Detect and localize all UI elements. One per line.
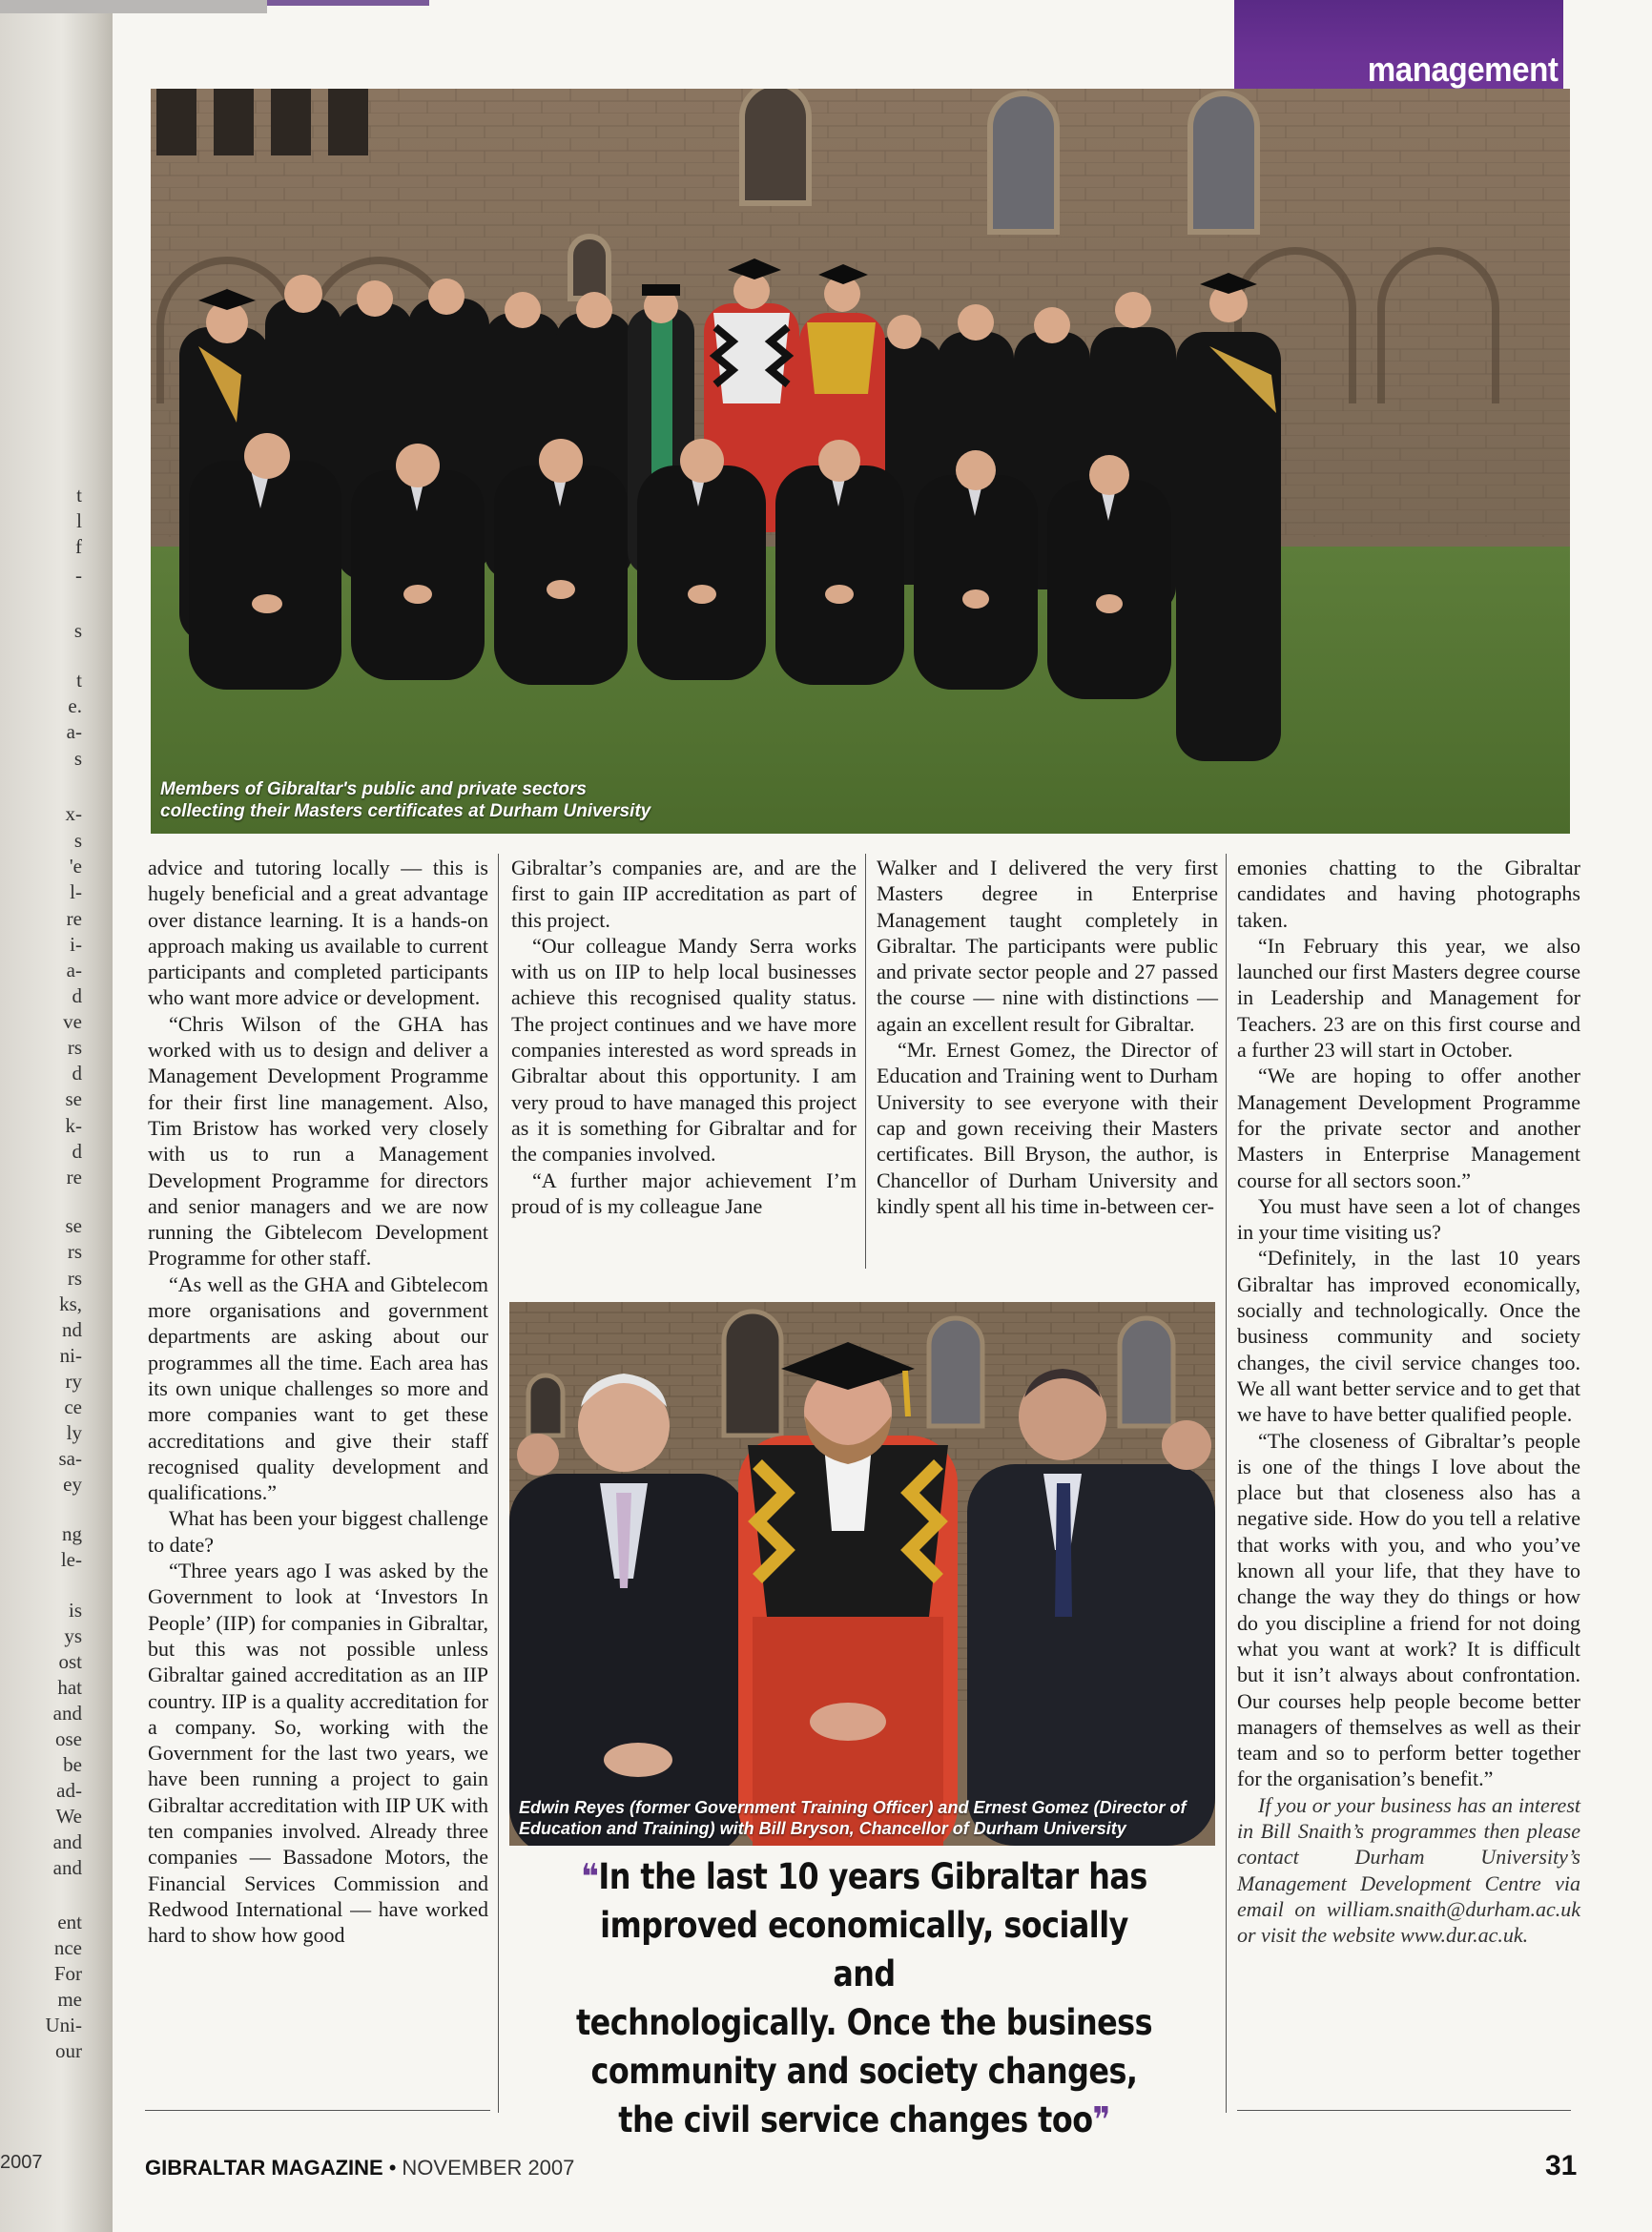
facing-page-fragment: and [52,1702,82,1725]
facing-page-fragment: nd [62,1318,82,1341]
facing-page-fragment: t [76,484,82,506]
facing-page-fragment: le- [60,1548,82,1571]
facing-page-fragment: s [73,619,82,642]
facing-page-fragment: a- [66,959,82,982]
facing-page-fragment: l [76,509,82,532]
facing-page-fragment: Uni- [45,2014,82,2036]
facing-page-fragment: ni- [59,1344,82,1367]
facing-page-fragment: We [55,1805,82,1828]
magazine-name: GIBRALTAR MAGAZINE [145,2156,383,2180]
facing-page-text-fragments [0,0,82,2232]
facing-page-fragment: i- [70,933,82,956]
facing-page-fragment: t [76,669,82,692]
facing-page-fragment: ad- [56,1779,82,1802]
pull-quote-line-4: community and society changes, [590,2051,1138,2092]
paragraph: “We are hoping to offer another Management Development Programme for the private sector and another Masters in Enterprise Management course for all sectors soon.” [1237,1064,1580,1192]
facing-page-top-accent [267,0,429,6]
article-column-3 [877,855,1218,1219]
facing-page-fragment: and [52,1830,82,1853]
paragraph: “Three years ago I was asked by the Government to look at ‘Investors In People’ (IIP) for companies in Gibraltar, but this was not possible unless Gibraltar gained accreditation as an IIP country. IIP is a quality accreditation for a company. So, working with the Government for the last two years, we have been running a project to gain Gibraltar accreditation with IIP UK with ten companies involved. Already three companies — Bassadone Motors, the Financial Services Commission and Redwood International — have worked hard to show how good [148,1559,488,1948]
facing-page-fragment: ey [63,1473,82,1496]
pull-quote-line-5: the civil service changes too [618,2099,1093,2140]
facing-page-fragment: ve [63,1010,82,1033]
facing-page-fragment: ys [64,1624,82,1647]
paragraph: Gibraltar’s companies are, and are the first to gain IIP accreditation as part of this project. [511,856,857,932]
facing-page-fragment: se [65,1087,82,1110]
facing-page-fragment: rs [67,1036,82,1059]
column-rule-3 [1226,854,1227,2113]
facing-page-fragment: our [55,2039,82,2062]
paragraph: “The closeness of Gibraltar’s people is one of the things I love about the place but that closeness also has a negative side. How do you tell a relative that works with you, and who you’ve known all your life, that they have to change the way they do things or how do you discipline a friend for not doing what you want at work? It is difficult but it isn’t always about confrontation. Our courses help people become better managers of themselves as well as their team and so to perform better together for the organisation’s benefit.” [1237,1428,1580,1791]
column-4-bottom-rule [1237,2110,1571,2111]
facing-page-fragment: a- [66,720,82,743]
facing-page-fragment: ks, [59,1292,82,1315]
pull-quote-line-1: In the last 10 years Gibraltar has [598,1856,1147,1897]
facing-page-fragment: l- [70,880,82,903]
paragraph: “Mr. Ernest Gomez, the Director of Education and Training went to Durham University to see everyone with their cap and gown receiving their Masters certificates. Bill Bryson, the author, is Chancellor of Durham University and kindly spent all his time in-between cer- [877,1038,1218,1218]
facing-page-year: 2007 [0,2152,43,2173]
facing-page-fragment: ry [65,1370,82,1393]
facing-page-fragment: ost [58,1650,82,1673]
pull-quote-line-2: improved economically, socially and [600,1905,1128,1994]
page-footer [145,2156,574,2180]
pull-quote-line-3: technologically. Once the business [575,2002,1153,2043]
facing-page-fragment: be [63,1753,82,1776]
paragraph: advice and tutoring locally — this is hugely beneficial and a great advantage over distance learning. It is a hands-on approach making us available to current participants and completed participants who want more advice or development. [148,856,488,1010]
facing-page-fragment: se [65,1214,82,1237]
facing-page-fragment: ce [64,1395,82,1418]
paragraph: “Chris Wilson of the GHA has worked with us to design and deliver a Management Development Programme for their first line management. Also, Tim Bristow has worked very closely with us to run a Management Development Programme for directors and senior managers and we are now running the Gibtelecom Development Programme for other staff. [148,1011,488,1271]
chancellor-photo-caption-line-1: Edwin Reyes (former Government Training Officer) and Ernest Gomez (Director of [519,1798,1187,1817]
facing-page-fragment: ent [57,1911,82,1933]
facing-page-fragment: rs [67,1240,82,1263]
contact-note: If you or your business has an interest in Bill Snaith’s programmes then please contact Durham University’s Management Development Centre via email on william.snaith@durham.ac.uk or visit the website www.dur.ac.uk. [1237,1792,1580,1948]
facing-page-fragment: and [52,1856,82,1879]
article-column-1 [148,855,488,1948]
facing-page-fragment: - [75,564,82,587]
article-column-2 [511,855,857,1219]
facing-page-fragment: d [72,1062,82,1085]
close-quote-icon: ❞ [1092,2099,1110,2140]
facing-page-fragment: nce [53,1936,82,1959]
paragraph: “Our colleague Mandy Serra works with us on IIP to help local businesses achieve this recognised quality status. The project continues and we have more companies interested as word spreads in Gibraltar about this opportunity. I am very proud to have managed this project as it is something for Gibraltar and for the companies involved. [511,933,857,1167]
column-1-bottom-rule [145,2110,490,2111]
paragraph: Walker and I delivered the very first Masters degree in Enterprise Management taught completely in Gibraltar. The participants were public and private sector people and 27 passed the course — nine with distinctions — again an excellent result for Gibraltar. [877,856,1218,1036]
pull-quote [570,1852,1158,2144]
open-quote-icon: ❝ [581,1856,599,1897]
chancellor-photo-caption-line-2: Education and Training) with Bill Bryson, Chancellor of Durham University [519,1819,1126,1838]
section-label: management [1367,50,1559,89]
facing-page-fragment: f [75,535,82,558]
facing-page-fragment: e. [68,694,82,717]
paragraph: “Definitely, in the last 10 years Gibraltar has improved economically, socially and technologically. Once the business community and society changes, the civil service changes too. We all want better service and to get that we have to have better qualified people. [1237,1246,1580,1427]
facing-page-fragment: ose [55,1727,82,1750]
facing-page-fragment: is [68,1599,82,1622]
facing-page-fragment: ng [62,1522,82,1545]
paragraph: “A further major achievement I’m proud of is my colleague Jane [511,1168,857,1218]
paragraph: “As well as the GHA and Gibtelecom more organisations and government departments are asking about our programmes all the time. Each area has its own unique challenges so more and more companies want to get these accreditations and give their staff recognised quality development and qualifications.” [148,1271,488,1505]
page-number: 31 [1545,2150,1578,2181]
facing-page-fragment: rs [67,1267,82,1290]
interview-question: You must have seen a lot of changes in your time visiting us? [1237,1193,1580,1245]
facing-page-fragment: For [53,1962,82,1985]
facing-page-fragment: me [57,1988,82,2011]
article-column-4 [1237,855,1580,1948]
group-photo-caption [160,778,828,822]
facing-page-fragment: s [73,747,82,770]
facing-page-fragment: sa- [58,1447,82,1470]
group-photo [151,89,1570,834]
paragraph: emonies chatting to the Gibraltar candidates and having photographs taken. [1237,856,1580,932]
column-rule-1 [498,854,499,2113]
facing-page-fragment: x- [65,802,82,825]
facing-page-fragment: s [73,829,82,852]
footer-separator-dot: • [388,2156,397,2180]
facing-page-fragment: ly [66,1421,82,1444]
facing-page-fragment: re [66,1166,82,1188]
group-photo-caption-line-2: collecting their Masters certificates at Durham University [160,801,651,821]
chancellor-photo-caption [519,1797,1206,1839]
interview-question: What has been your biggest challenge to date? [148,1506,488,1557]
paragraph: “In February this year, we also launched our first Masters degree course in Leadership and Management for Teachers. 23 are on this first course and a further 23 will start in October. [1237,933,1580,1063]
facing-page-fragment: hat [57,1676,82,1699]
facing-page-fragment: re [66,907,82,930]
column-rule-2 [865,854,866,1269]
facing-page-fragment: d [72,1140,82,1163]
facing-page-fragment: k- [65,1114,82,1137]
facing-page-fragment: d [72,984,82,1007]
group-photo-caption-line-1: Members of Gibraltar's public and private sectors [160,779,587,799]
chancellor-photo [509,1302,1215,1846]
facing-page-fragment: 'e [69,855,82,878]
issue-date: NOVEMBER 2007 [402,2156,575,2180]
